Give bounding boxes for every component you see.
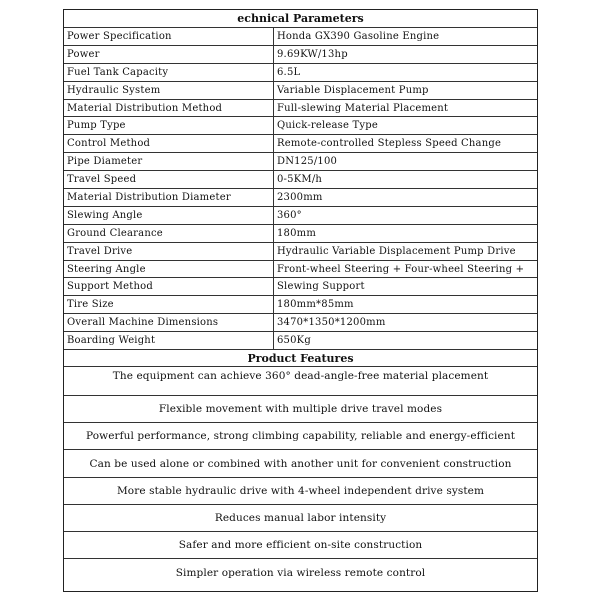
param-value: DN125/100 xyxy=(277,156,338,168)
param-row xyxy=(64,296,537,314)
param-label: Power xyxy=(64,46,274,63)
param-row xyxy=(64,189,537,207)
feature-item: The equipment can achieve 360° dead-angle-free material placement xyxy=(64,367,537,396)
param-label: Ground Clearance xyxy=(64,225,274,242)
param-label: Tire Size xyxy=(64,296,274,313)
param-value: Variable Displacement Pump xyxy=(277,84,429,96)
feature-item: Powerful performance, strong climbing capability, reliable and energy-efficient xyxy=(64,423,537,450)
param-value: Hydraulic Variable Displacement Pump Drive xyxy=(277,245,516,257)
param-row xyxy=(64,46,537,64)
param-row xyxy=(64,28,537,46)
feature-item: More stable hydraulic drive with 4-wheel independent drive system xyxy=(64,478,537,505)
param-value: 0-5KM/h xyxy=(277,174,323,186)
param-value: 180mm*85mm xyxy=(277,299,354,311)
param-value: 6.5L xyxy=(277,66,301,78)
param-label: Control Method xyxy=(64,135,274,152)
technical-parameters-title: echnical Parameters xyxy=(64,10,537,28)
param-label: Travel Drive xyxy=(64,243,274,260)
param-row xyxy=(64,153,537,171)
param-value: 650Kg xyxy=(277,335,311,347)
param-value: 3470*1350*1200mm xyxy=(277,317,386,329)
param-row xyxy=(64,314,537,332)
param-label: Pump Type xyxy=(64,117,274,134)
param-label: Material Distribution Diameter xyxy=(64,189,274,206)
param-value: 180mm xyxy=(277,227,317,239)
param-row xyxy=(64,278,537,296)
param-label: Fuel Tank Capacity xyxy=(64,64,274,81)
param-label: Travel Speed xyxy=(64,171,274,188)
param-label: Support Method xyxy=(64,278,274,295)
feature-item: Reduces manual labor intensity xyxy=(64,505,537,532)
param-row xyxy=(64,100,537,118)
param-row xyxy=(64,243,537,261)
param-row xyxy=(64,135,537,153)
param-row xyxy=(64,332,537,350)
feature-item: Flexible movement with multiple drive travel modes xyxy=(64,396,537,423)
param-value: Remote-controlled Stepless Speed Change xyxy=(277,138,502,150)
param-label: Power Specification xyxy=(64,28,274,45)
feature-item: Simpler operation via wireless remote control xyxy=(175,566,426,579)
param-value: 2300mm xyxy=(277,191,323,203)
param-row xyxy=(64,225,537,243)
param-value: Front-wheel Steering + Four-wheel Steering + xyxy=(277,263,525,275)
feature-item: Can be used alone or combined with another unit for convenient construction xyxy=(64,450,537,477)
param-label: Overall Machine Dimensions xyxy=(64,314,274,331)
param-label: Material Distribution Method xyxy=(64,100,274,117)
param-value: 360° xyxy=(277,209,302,221)
param-label: Boarding Weight xyxy=(64,332,274,349)
param-row xyxy=(64,64,537,82)
product-features-title: Product Features xyxy=(64,350,537,367)
param-row xyxy=(64,207,537,225)
param-value: Slewing Support xyxy=(277,281,365,293)
param-value: Honda GX390 Gasoline Engine xyxy=(277,30,440,42)
param-value: 9.69KW/13hp xyxy=(277,48,348,60)
param-label: Hydraulic System xyxy=(64,82,274,99)
param-row xyxy=(64,261,537,279)
param-row xyxy=(64,82,537,100)
param-row xyxy=(64,171,537,189)
spec-sheet xyxy=(63,9,538,592)
param-label: Slewing Angle xyxy=(64,207,274,224)
param-value: Full-slewing Material Placement xyxy=(277,102,449,114)
param-value: Quick-release Type xyxy=(277,120,378,132)
param-row xyxy=(64,117,537,135)
feature-item: Safer and more efficient on-site construction xyxy=(64,532,537,559)
param-label: Steering Angle xyxy=(64,261,274,278)
param-label: Pipe Diameter xyxy=(64,153,274,170)
